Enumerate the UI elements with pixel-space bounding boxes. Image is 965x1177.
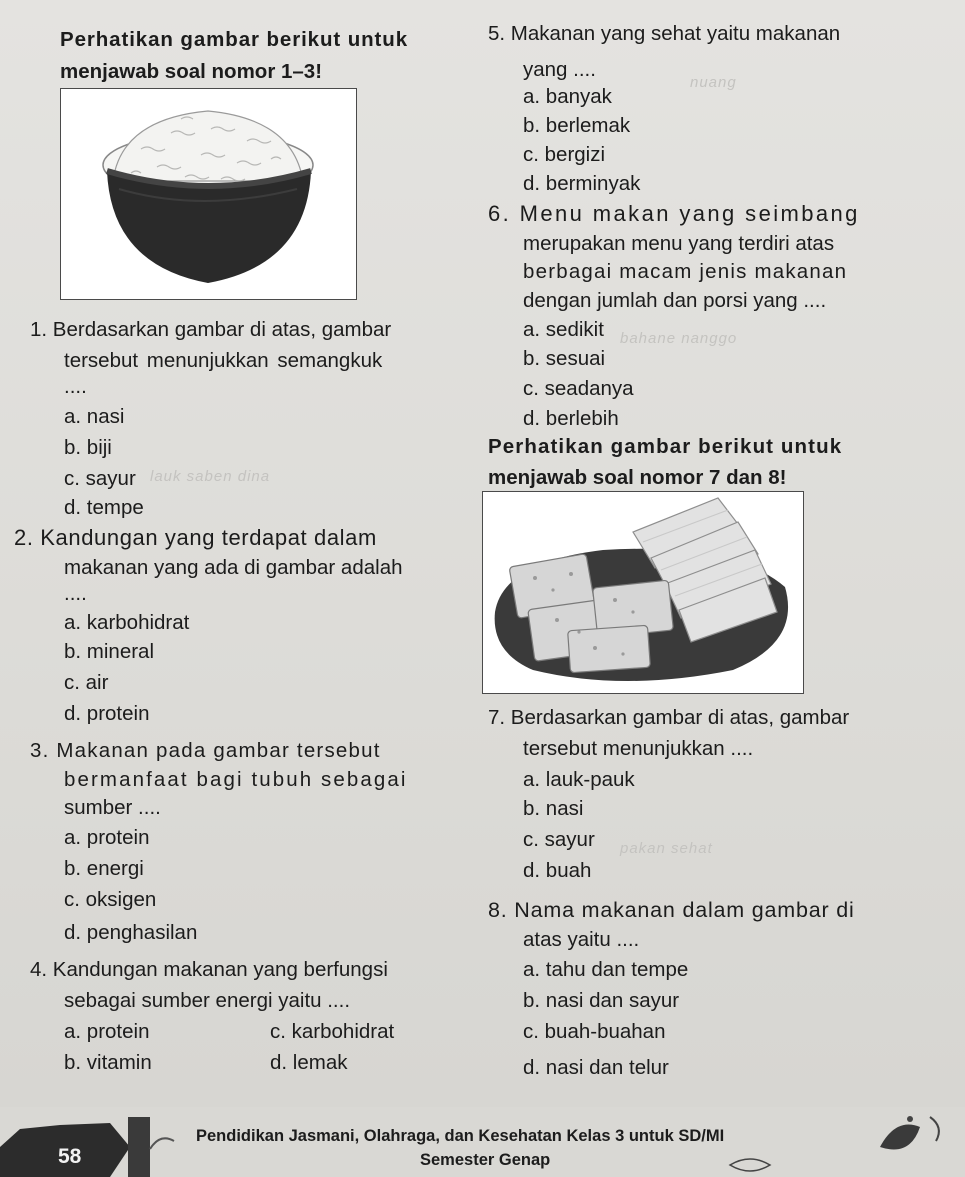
question-2-line2: makanan yang ada di gambar adalah [64,556,403,579]
q7-option-b[interactable]: b. nasi [523,797,584,820]
q5-option-c[interactable]: c. bergizi [523,143,606,166]
question-6-line4: dengan jumlah dan porsi yang .... [523,289,827,312]
semester-label: Semester Genap [420,1151,551,1169]
book-title: Pendidikan Jasmani, Olahraga, dan Kesehatan Kelas 3 untuk SD/MI [196,1127,725,1145]
question-4-line2: sebagai sumber energi yaitu .... [64,989,351,1012]
q2-option-b[interactable]: b. mineral [64,640,155,663]
q5-option-b[interactable]: b. berlemak [523,114,631,137]
page-number: 58 [58,1145,82,1168]
q4-option-a[interactable]: a. protein [64,1020,150,1043]
show-through-text: lauk saben dina [150,468,271,485]
q1-option-c[interactable]: c. sayur [64,467,136,490]
q6-option-a[interactable]: a. sedikit [523,318,604,341]
question-2-line1: 2. Kandungan yang terdapat dalam [14,525,377,550]
q2-option-c[interactable]: c. air [64,671,109,694]
question-7-line1: 7. Berdasarkan gambar di atas, gambar [488,706,850,729]
q3-option-d[interactable]: d. penghasilan [64,921,198,944]
question-1-line3: .... [64,375,87,398]
q6-option-b[interactable]: b. sesuai [523,347,606,370]
q2-option-d[interactable]: d. protein [64,702,150,725]
q6-option-d[interactable]: d. berlebih [523,407,619,430]
question-5-line2: yang .... [523,58,596,81]
show-through-text: pakan sehat [620,840,713,857]
question-7-line2: tersebut menunjukkan .... [523,737,754,760]
question-4-line1: 4. Kandungan makanan yang berfungsi [30,958,388,981]
tofu-tempe-image [482,491,804,694]
q8-option-d[interactable]: d. nasi dan telur [523,1056,669,1079]
question-8-line2: atas yaitu .... [523,928,640,951]
intro-right-line1: Perhatikan gambar berikut untuk [488,435,843,458]
q1-option-a[interactable]: a. nasi [64,405,125,428]
tofu-tempe-illustration [483,492,803,693]
q4-option-c[interactable]: c. karbohidrat [270,1020,395,1043]
q8-option-a[interactable]: a. tahu dan tempe [523,958,689,981]
show-through-text: bahane nanggo [620,330,738,347]
question-6-line1: 6. Menu makan yang seimbang [488,201,860,226]
q4-option-b[interactable]: b. vitamin [64,1051,152,1074]
q8-option-b[interactable]: b. nasi dan sayur [523,989,680,1012]
question-5-line1: 5. Makanan yang sehat yaitu makanan [488,22,841,45]
question-2-line3: .... [64,582,87,605]
q1-option-b[interactable]: b. biji [64,436,112,459]
q8-option-c[interactable]: c. buah-buahan [523,1020,666,1043]
q7-option-c[interactable]: c. sayur [523,828,595,851]
intro-left-line2: menjawab soal nomor 1–3! [60,60,323,83]
question-3-line3: sumber .... [64,796,161,819]
q5-option-d[interactable]: d. berminyak [523,172,641,195]
q3-option-a[interactable]: a. protein [64,826,150,849]
q1-option-d[interactable]: d. tempe [64,496,144,519]
rice-bowl-illustration [61,89,356,299]
q3-option-c[interactable]: c. oksigen [64,888,157,911]
intro-left-line1: Perhatikan gambar berikut untuk [60,28,409,51]
q3-option-b[interactable]: b. energi [64,857,144,880]
question-6-line3: berbagai macam jenis makanan [523,260,848,283]
show-through-text: nuang [690,74,737,91]
question-3-line2: bermanfaat bagi tubuh sebagai [64,768,408,791]
intro-right-line2: menjawab soal nomor 7 dan 8! [488,466,787,489]
q7-option-a[interactable]: a. lauk-pauk [523,768,635,791]
q7-option-d[interactable]: d. buah [523,859,592,882]
question-1-line1: 1. Berdasarkan gambar di atas, gambar [30,318,392,341]
question-3-line1: 3. Makanan pada gambar tersebut [30,739,381,762]
question-8-line1: 8. Nama makanan dalam gambar di [488,898,855,922]
rice-bowl-image [60,88,357,300]
q6-option-c[interactable]: c. seadanya [523,377,634,400]
q5-option-a[interactable]: a. banyak [523,85,612,108]
q2-option-a[interactable]: a. karbohidrat [64,611,190,634]
question-1-line2: tersebut menunjukkan semangkuk [64,349,383,372]
question-6-line2: merupakan menu yang terdiri atas [523,232,835,255]
q4-option-d[interactable]: d. lemak [270,1051,348,1074]
